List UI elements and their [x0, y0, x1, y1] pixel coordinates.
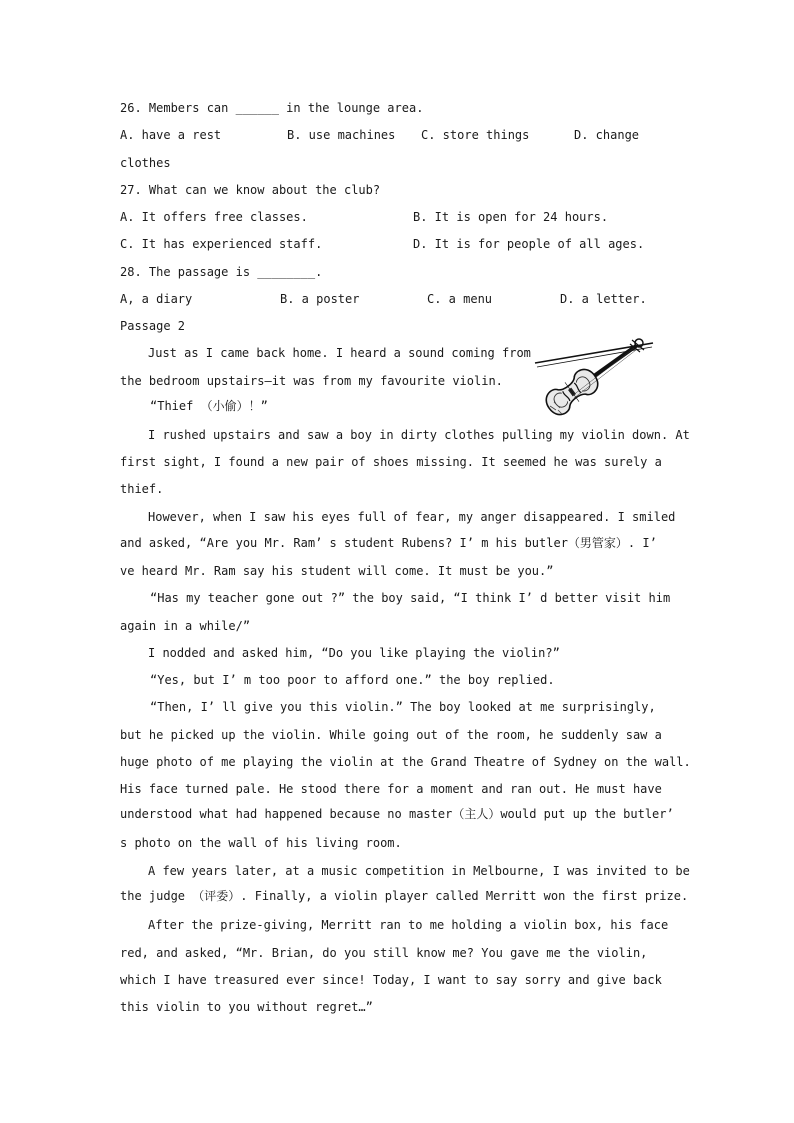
passage-line: “Thief （小偷）！” [150, 399, 268, 413]
violin-body [542, 365, 603, 418]
question-26-option-d-wrap: clothes [120, 156, 171, 170]
passage-line: thief. [120, 482, 164, 496]
passage-line: ve heard Mr. Ram say his student will come. It must be you.” [120, 564, 554, 578]
passage-line: this violin to you without regret…” [120, 1000, 373, 1014]
passage-line: “Yes, but I’ m too poor to afford one.” the boy replied. [150, 673, 555, 687]
question-26-option-d: D. change [574, 128, 640, 142]
passage-line: However, when I saw his eyes full of fear, my anger disappeared. I smiled [148, 510, 676, 524]
question-27-option-b: B. It is open for 24 hours. [413, 210, 609, 224]
passage-line: “Then, I’ ll give you this violin.” The boy looked at me surprisingly, [150, 700, 656, 714]
passage-line: Just as I came back home. I heard a sound coming from [148, 346, 531, 360]
passage-line: “Has my teacher gone out ?” the boy said, “I think I’ d better visit him [150, 591, 671, 605]
question-26-option-a: A. have a rest [120, 128, 222, 142]
passage-line: His face turned pale. He stood there for a moment and ran out. He must have [120, 782, 662, 796]
violin-bow-hair [537, 347, 652, 367]
passage-line: but he picked up the violin. While going out of the room, he suddenly saw a [120, 728, 662, 742]
violin-neck [594, 346, 636, 376]
passage-line: red, and asked, “Mr. Brian, do you still know me? You gave me the violin, [120, 946, 648, 960]
passage-line: which I have treasured ever since! Today, I want to say sorry and give back [120, 973, 662, 987]
question-28-option-a: A, a diary [120, 292, 193, 306]
question-28-option-c: C. a menu [427, 292, 493, 306]
question-26-option-b: B. use machines [287, 128, 396, 142]
passage-line: A few years later, at a music competition in Melbourne, I was invited to be [148, 864, 690, 878]
passage-line: After the prize-giving, Merritt ran to me holding a violin box, his face [148, 918, 669, 932]
question-28-option-d: D. a letter. [560, 292, 647, 306]
question-27-option-a: A. It offers free classes. [120, 210, 308, 224]
passage-line: the judge （评委）. Finally, a violin player called Merritt won the first prize. [120, 889, 689, 903]
question-27-option-d: D. It is for people of all ages. [413, 237, 645, 251]
question-28-stem: 28. The passage is ________. [120, 265, 323, 279]
passage-line: I rushed upstairs and saw a boy in dirty clothes pulling my violin down. At [148, 428, 690, 442]
violin-illustration [532, 336, 654, 418]
question-27-stem: 27. What can we know about the club? [120, 183, 381, 197]
passage-line: first sight, I found a new pair of shoes missing. It seemed he was surely a [120, 455, 662, 469]
question-26-option-c: C. store things [421, 128, 530, 142]
passage-line: s photo on the wall of his living room. [120, 836, 402, 850]
passage-line: again in a while/” [120, 619, 251, 633]
passage-heading: Passage 2 [120, 319, 186, 333]
question-26-stem: 26. Members can ______ in the lounge area. [120, 101, 424, 115]
passage-line: the bedroom upstairs—it was from my favourite violin. [120, 374, 503, 388]
passage-line: huge photo of me playing the violin at the Grand Theatre of Sydney on the wall. [120, 755, 691, 769]
question-28-option-b: B. a poster [280, 292, 360, 306]
passage-line: and asked, “Are you Mr. Ram’ s student Rubens? I’ m his butler（男管家）. I’ [120, 536, 657, 550]
passage-line: I nodded and asked him, “Do you like playing the violin?” [148, 646, 560, 660]
question-27-option-c: C. It has experienced staff. [120, 237, 323, 251]
passage-line: understood what had happened because no master（主人）would put up the butler’ [120, 807, 674, 821]
